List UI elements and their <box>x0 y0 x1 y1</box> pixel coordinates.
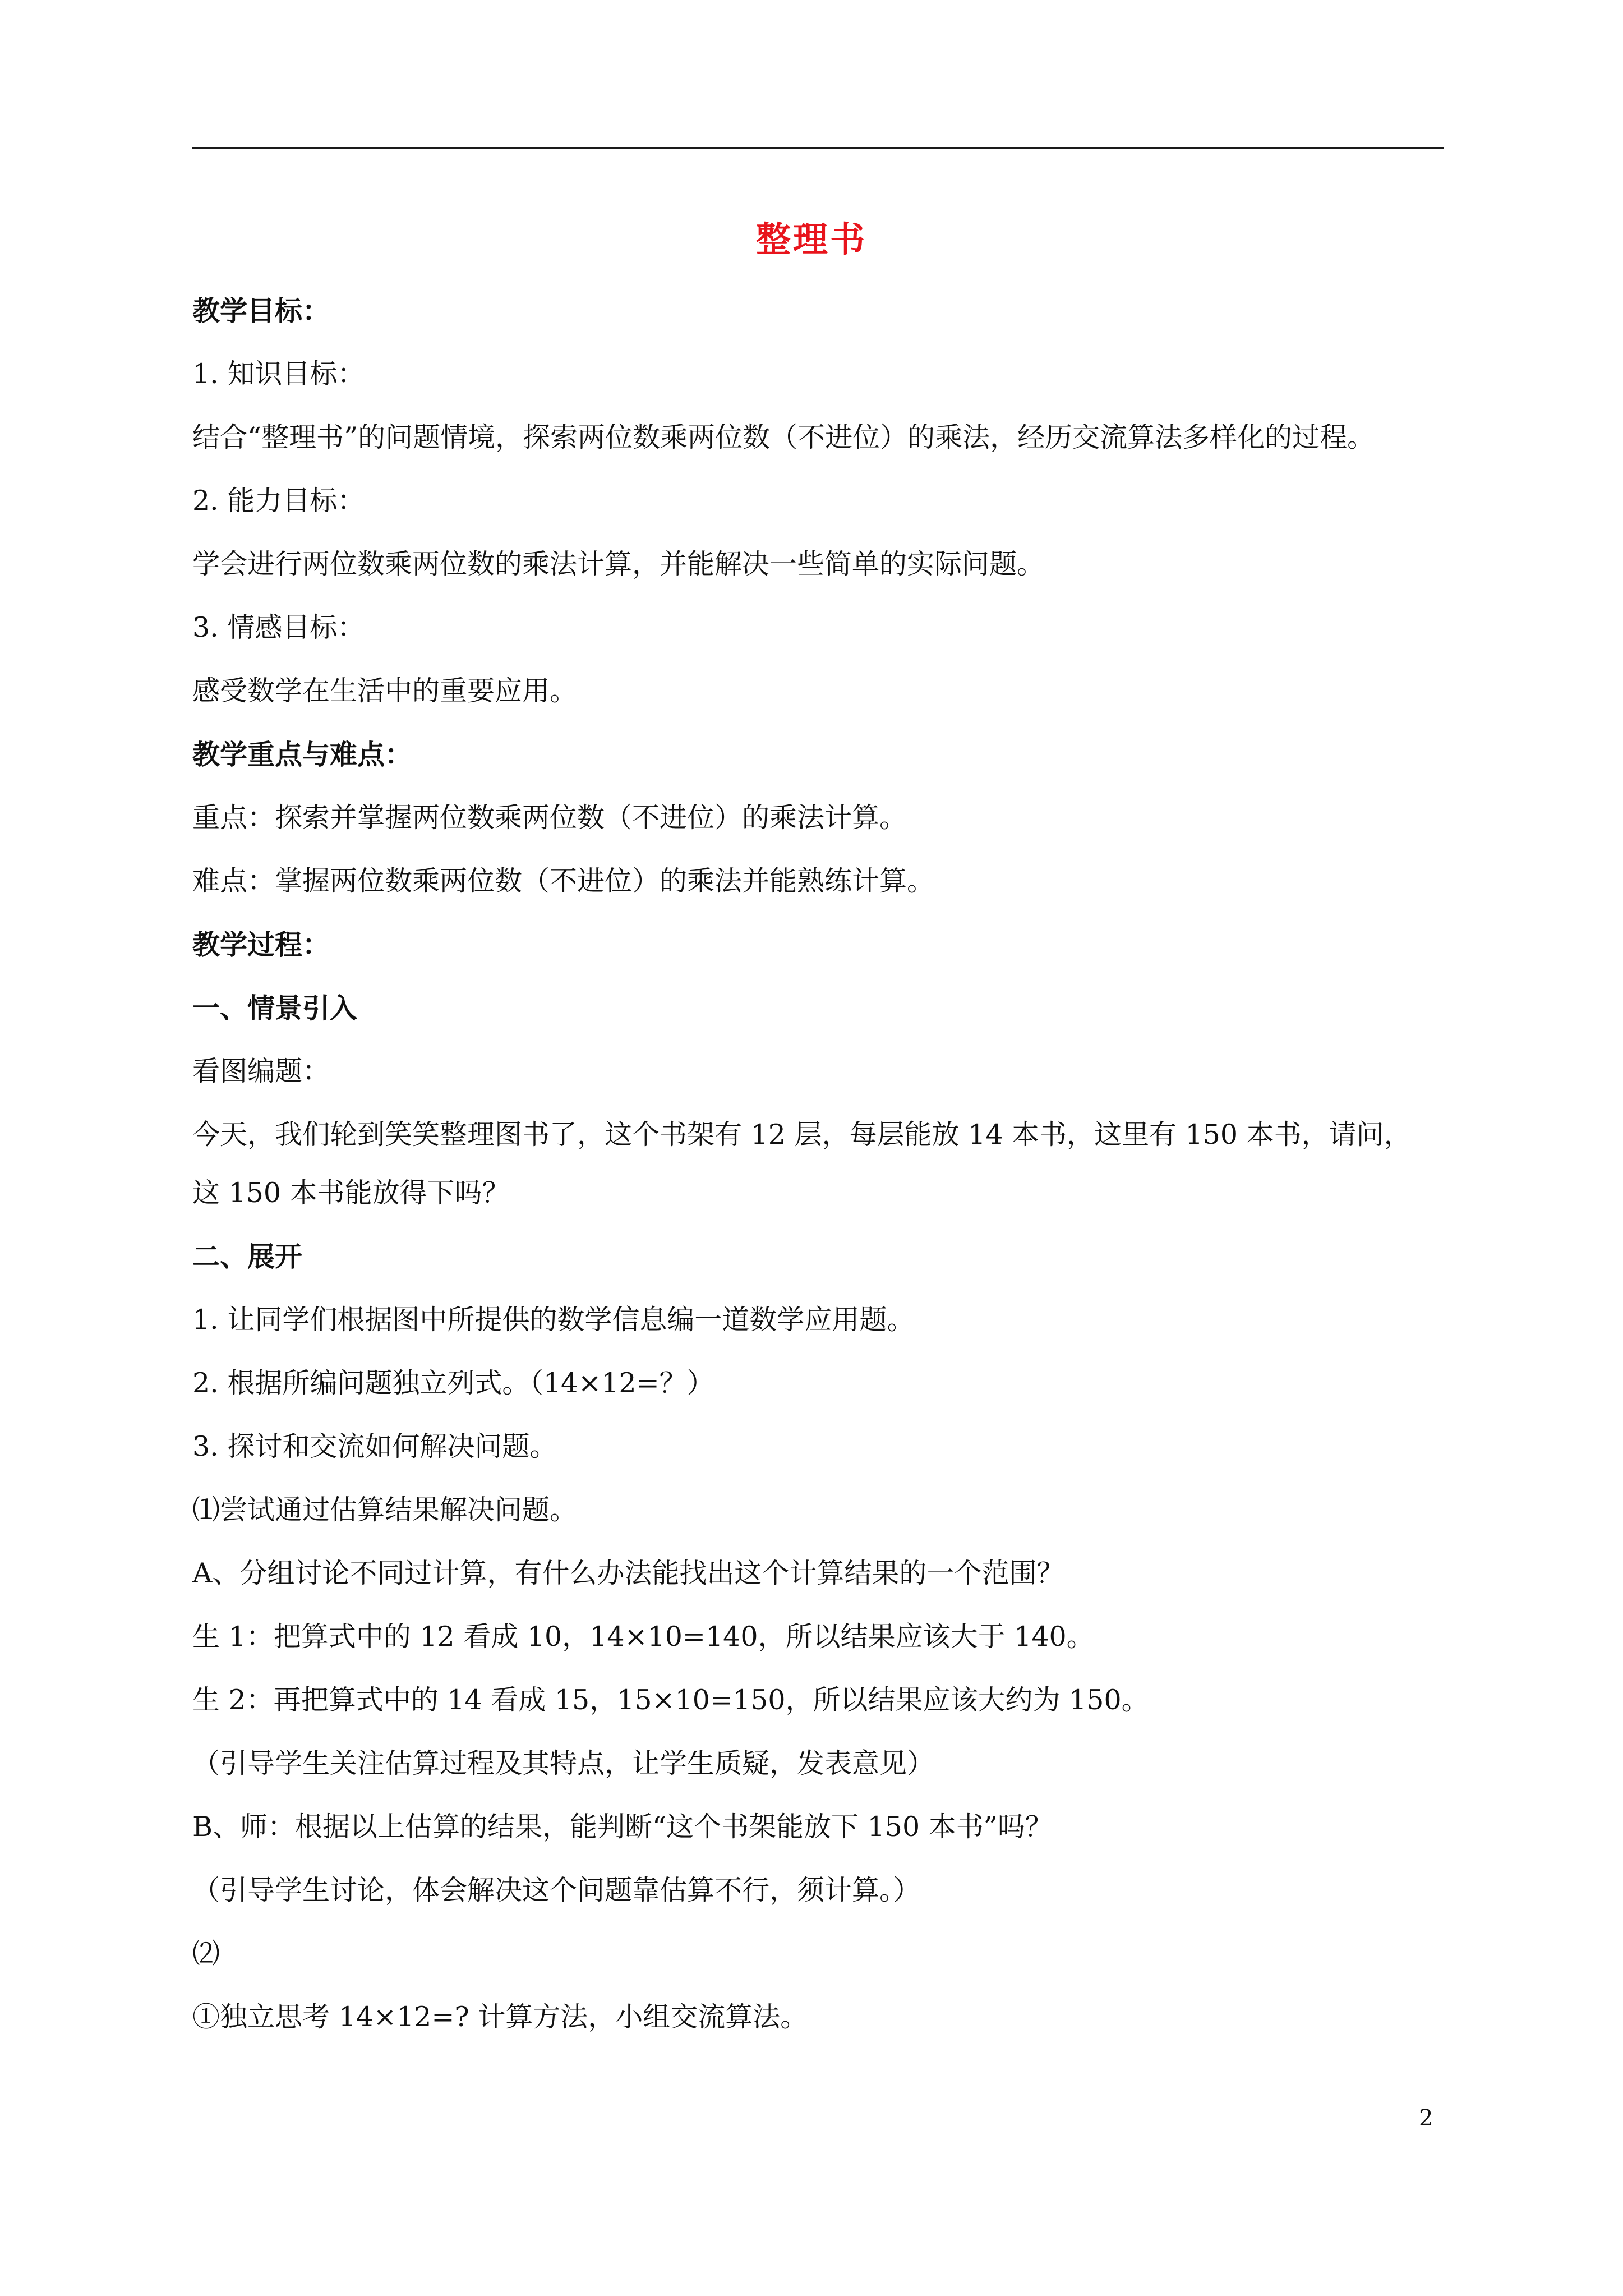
paragraph-line: （引导学生关注估算过程及其特点，让学生质疑，发表意见） <box>192 1747 935 1779</box>
paragraph-line: 看图编题： <box>192 1055 330 1087</box>
paragraph-line: A、分组讨论不同过计算，有什么办法能找出这个计算结果的一个范围？ <box>192 1557 1064 1589</box>
document-body <box>192 291 1449 2060</box>
page-number: 2 <box>1419 2105 1433 2131</box>
header-rule <box>192 147 1444 149</box>
paragraph-line: ⑴尝试通过估算结果解决问题。 <box>192 1494 578 1526</box>
section-heading: 一、情景引入 <box>192 992 358 1024</box>
paragraph-line: 生 2：再把算式中的 14 看成 15，15×10=150，所以结果应该大约为 150。 <box>192 1684 1149 1716</box>
paragraph-line: 1. 知识目标： <box>192 358 365 390</box>
paragraph-line: 这 150 本书能放得下吗？ <box>192 1177 510 1209</box>
paragraph-line: 2. 能力目标： <box>192 485 365 517</box>
paragraph-line: B、师：根据以上估算的结果，能判断“这个书架能放下 150 本书”吗？ <box>192 1811 1053 1843</box>
paragraph-line: 难点：掌握两位数乘两位数（不进位）的乘法并能熟练计算。 <box>192 865 935 897</box>
document-title: 整理书 <box>755 219 867 260</box>
section-heading: 教学目标： <box>192 295 330 327</box>
section-heading: 二、展开 <box>192 1240 303 1273</box>
paragraph-line: 1. 让同学们根据图中所提供的数学信息编一道数学应用题。 <box>192 1304 915 1336</box>
paragraph-line: 今天，我们轮到笑笑整理图书了，这个书架有 12 层，每层能放 14 本书，这里有 150 本书，请问， <box>192 1119 1412 1151</box>
paragraph-line: 学会进行两位数乘两位数的乘法计算，并能解决一些简单的实际问题。 <box>192 548 1045 580</box>
paragraph-line: （引导学生讨论，体会解决这个问题靠估算不行，须计算。） <box>192 1874 921 1906</box>
paragraph-line: 3. 探讨和交流如何解决问题。 <box>192 1430 557 1462</box>
paragraph-line: 2. 根据所编问题独立列式。（14×12=？） <box>192 1367 714 1399</box>
paragraph-line: 感受数学在生活中的重要应用。 <box>192 675 578 707</box>
section-heading: 教学过程： <box>192 928 330 961</box>
paragraph-line: 结合“整理书”的问题情境，探索两位数乘两位数（不进位）的乘法，经历交流算法多样化的过程。 <box>192 421 1375 453</box>
paragraph-line: 生 1：把算式中的 12 看成 10，14×10=140，所以结果应该大于 140。 <box>192 1621 1094 1653</box>
paragraph-line: ⑵ <box>192 1938 220 1970</box>
paragraph-line: ①独立思考 14×12=? 计算方法，小组交流算法。 <box>192 2001 808 2033</box>
paragraph-line: 3. 情感目标： <box>192 611 365 643</box>
section-heading: 教学重点与难点： <box>192 738 413 771</box>
paragraph-line: 重点：探索并掌握两位数乘两位数（不进位）的乘法计算。 <box>192 802 907 834</box>
